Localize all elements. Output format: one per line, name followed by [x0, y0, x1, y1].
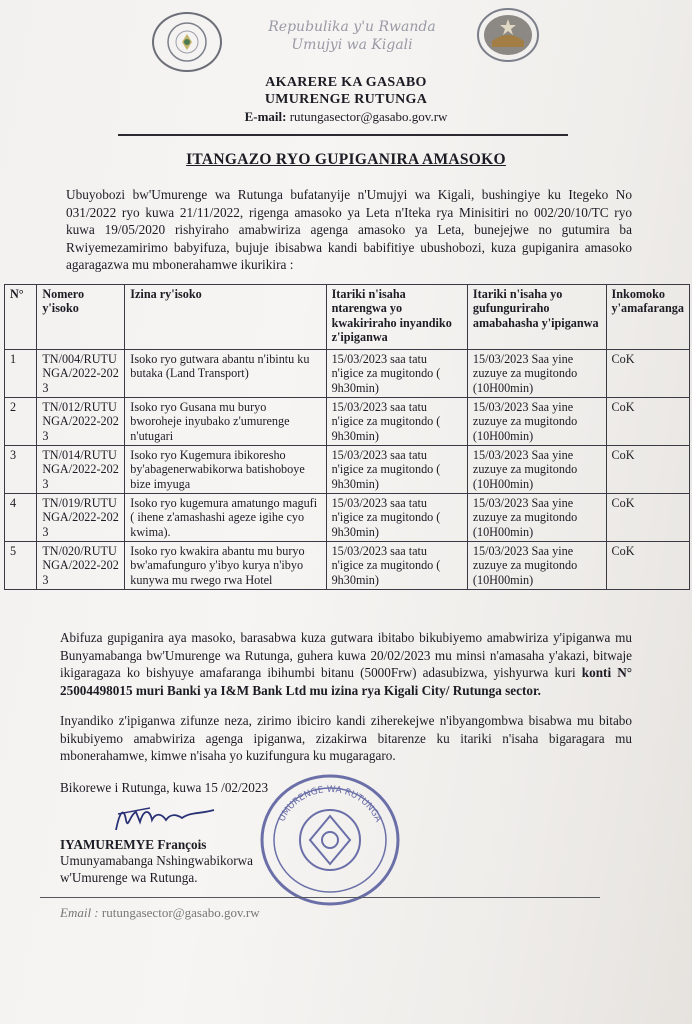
table-row — [5, 542, 690, 590]
cell-fee: CoK — [606, 542, 689, 590]
cell-number: 5 — [5, 542, 37, 590]
cell-number: 4 — [5, 494, 37, 542]
cell-opening: 15/03/2023 Saa yine zuzuye za mugitondo (10H00min) — [467, 542, 606, 590]
signatory-office: w'Umurenge wa Rutunga. — [60, 870, 198, 885]
header-email-label: E-mail: — [244, 109, 287, 124]
cell-number: 3 — [5, 446, 37, 494]
cell-reference: TN/012/RUTUNGA/2022-2023 — [37, 398, 125, 446]
cell-opening: 15/03/2023 Saa yine zuzuye za mugitondo (10H00min) — [467, 350, 606, 398]
instructions-paragraph — [60, 629, 632, 699]
sector-name: UMURENGE RUTUNGA — [264, 92, 428, 107]
table-row — [5, 446, 690, 494]
footer-divider — [40, 897, 600, 898]
signing-date: Bikorewe i Rutunga, kuwa 15 /02/2023 — [60, 780, 269, 795]
table-header-row — [5, 285, 690, 350]
cell-name: Isoko ryo Gusana mu buryo bworoheje inyubako z'umurenge n'utugari — [125, 398, 326, 446]
bank-account-details: konti N° 25004498015 muri Banki ya I&M Bank Ltd mu izina rya Kigali City/ Rutunga sector. — [60, 665, 632, 698]
signatory-title: Umunyamabanga Nshingwabikorwa — [60, 853, 254, 868]
signatory-name: IYAMUREMYE François — [60, 837, 207, 852]
tender-table — [4, 284, 690, 590]
kigali-city-seal — [474, 6, 542, 64]
header-email-value: rutungasector@gasabo.gov.rw — [289, 109, 448, 124]
letterhead-country: Repubulika y'u Rwanda — [268, 19, 436, 35]
cell-number: 2 — [5, 398, 37, 446]
col-header-deadline: Itariki n'isaha ntarengwa yo kwakiriraho inyandiko z'ipiganwa — [326, 285, 467, 350]
intro-paragraph: Ubuyobozi bw'Umurenge wa Rutunga bufatanyije n'Umujyi wa Kigali, bushingiye ku Itegeko No 031/2022 ryo kuwa 21/11/2022, rigenga amasoko ya Leta n'Iteka rya Minisitiri no 002/20/10/TC ryo kuwa 19/05/2020 rishyiraho amabwiriza agenga amasoko ya Leta, bunejejwe no gutumira ba Rwiyemezamirimo babyifuza, bujuje ibisabwa kandi babifitiye ubushobozi, kuza gupiganira amasoko agaragazwa mu mbonerahamwe ikurikira : — [66, 187, 632, 272]
footer-email-value: rutungasector@gasabo.gov.rw — [101, 905, 260, 920]
rwanda-emblem — [152, 12, 222, 72]
cell-deadline: 15/03/2023 saa tatu n'igice za mugitondo ( 9h30min) — [326, 446, 467, 494]
cell-number: 1 — [5, 350, 37, 398]
cell-reference: TN/019/RUTUNGA/2022-2023 — [37, 494, 125, 542]
cell-name: Isoko ryo kugemura amatungo magufi ( ihene z'amashashi ageze igihe cyo kwima). — [125, 494, 326, 542]
notice-title: ITANGAZO RYO GUPIGANIRA AMASOKO — [186, 151, 506, 168]
table-row — [5, 494, 690, 542]
footer-email — [60, 905, 260, 921]
table-row — [5, 398, 690, 446]
cell-opening: 15/03/2023 Saa yine zuzuye za mugitondo (10H00min) — [467, 446, 606, 494]
cell-reference: TN/004/RUTUNGA/2022-2023 — [37, 350, 125, 398]
cell-fee: CoK — [606, 350, 689, 398]
cell-deadline: 15/03/2023 saa tatu n'igice za mugitondo ( 9h30min) — [326, 542, 467, 590]
col-header-fee: Inkomoko y'amafaranga — [606, 285, 689, 350]
footer-email-label: Email : — [60, 905, 99, 920]
cell-reference: TN/020/RUTUNGA/2022-2023 — [37, 542, 125, 590]
stamp-text: UMURENGE WA RUTUNGA — [277, 784, 384, 824]
col-header-reference: Nomero y'isoko — [37, 285, 125, 350]
cell-fee: CoK — [606, 494, 689, 542]
letterhead-center — [0, 74, 692, 125]
col-header-name: Izina ry'isoko — [125, 285, 326, 350]
handwritten-signature — [110, 800, 220, 840]
cell-fee: CoK — [606, 398, 689, 446]
cell-reference: TN/014/RUTUNGA/2022-2023 — [37, 446, 125, 494]
cell-name: Isoko ryo Kugemura ibikoresho by'abagenerwabikorwa batishoboye bize imyuga — [125, 446, 326, 494]
instructions-text: Abifuza gupiganira aya masoko, barasabwa kuza gutwara ibitabo bikubiyemo amabwiriza y'ipiganwa mu Bunyamabanga bw'Umurenge wa Rutunga, guhera kuwa 20/02/2023 mu minsi n'amasaha y'akazi, bitwaje ikigaragaza ko bishyuye amafaranga ibihumbi bitanu (5000Frw) adasubizwa, yishyurwa kuri — [60, 630, 632, 680]
cell-deadline: 15/03/2023 saa tatu n'igice za mugitondo ( 9h30min) — [326, 350, 467, 398]
col-header-number: N° — [5, 285, 37, 350]
submission-paragraph: Inyandiko z'ipiganwa zifunze neza, zirimo ibiciro kandi ziherekejwe n'ibyangombwa bisabwa mu bitabo bikubiyemo amabwiriza agenga ipiganwa, zizakirwa bitarenze ku itariki n'isaha bigaragara mu mbonerahamwe, kimwe n'isaha yo kuzifungura ku mugaragaro. — [60, 713, 632, 763]
header-email — [0, 108, 692, 125]
letterhead-script — [240, 18, 464, 54]
cell-deadline: 15/03/2023 saa tatu n'igice za mugitondo ( 9h30min) — [326, 494, 467, 542]
cell-opening: 15/03/2023 Saa yine zuzuye za mugitondo (10H00min) — [467, 494, 606, 542]
header-divider — [118, 134, 568, 136]
cell-name: Isoko ryo gutwara abantu n'ibintu ku butaka (Land Transport) — [125, 350, 326, 398]
cell-name: Isoko ryo kwakira abantu mu buryo bw'amafunguro y'ibyo kurya n'ibyo kunywa mu rwego rwa Hotel — [125, 542, 326, 590]
cell-deadline: 15/03/2023 saa tatu n'igice za mugitondo ( 9h30min) — [326, 398, 467, 446]
district-name: AKARERE KA GASABO — [265, 75, 427, 90]
col-header-opening: Itariki n'isaha yo gufunguriraho amabahasha y'ipiganwa — [467, 285, 606, 350]
letterhead-city: Umujyi wa Kigali — [291, 37, 413, 53]
cell-opening: 15/03/2023 Saa yine zuzuye za mugitondo (10H00min) — [467, 398, 606, 446]
table-row — [5, 350, 690, 398]
official-stamp — [255, 770, 405, 910]
cell-fee: CoK — [606, 446, 689, 494]
